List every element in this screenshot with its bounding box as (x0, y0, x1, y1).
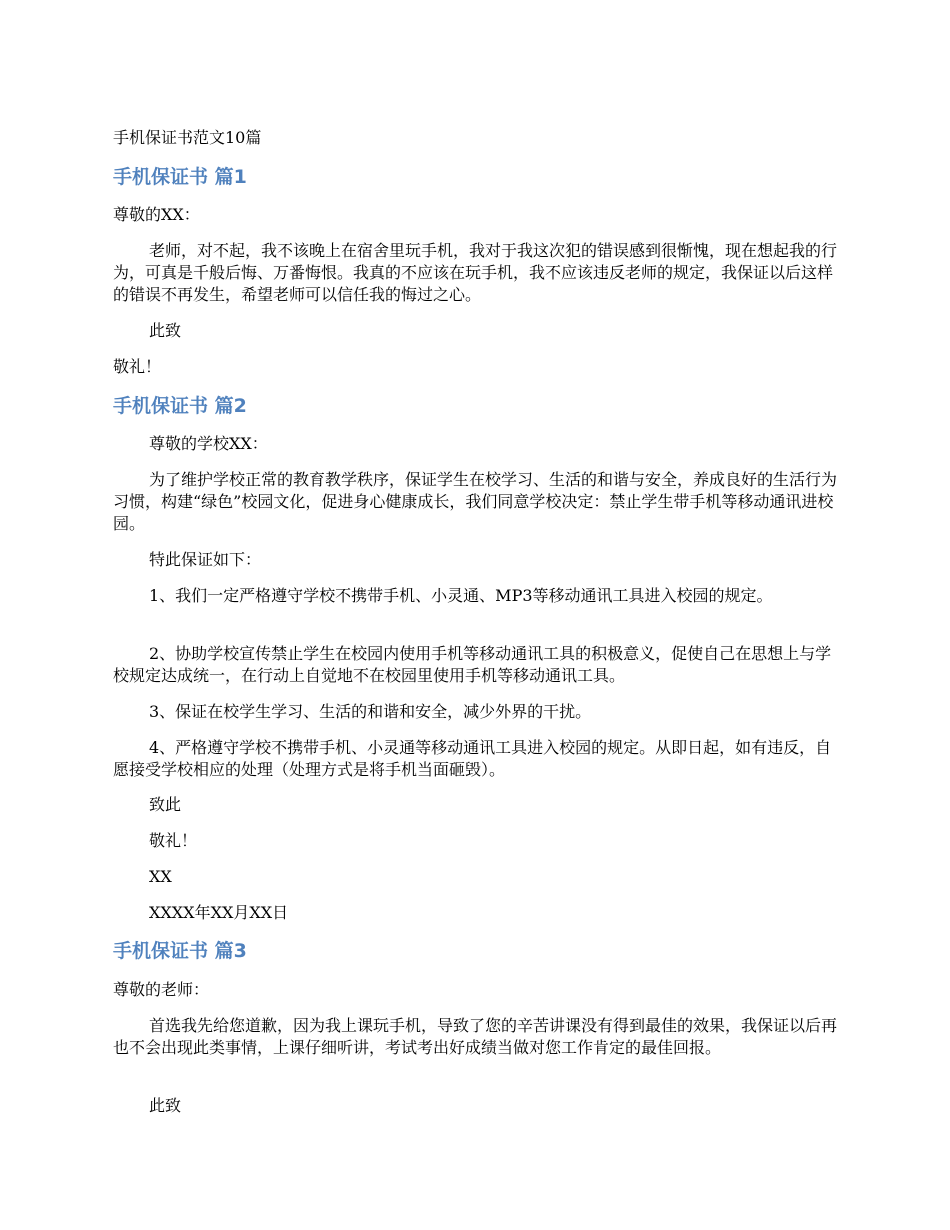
section-2-salutation: 尊敬的学校XX： (149, 434, 268, 453)
section-1-regards: 敬礼！ (113, 357, 162, 376)
section-2-date: XXXX年XX月XX日 (149, 903, 289, 922)
section-2-signature: XX (149, 867, 172, 886)
section-2-regards: 敬礼！ (149, 831, 198, 850)
section-2-item-4: 4、严格遵守学校不携带手机、小灵通等移动通讯工具进入校园的规定。从即日起，如有违反，自愿接受学校相应的处理（处理方式是将手机当面砸毁）。 (113, 738, 832, 779)
section-3-heading: 手机保证书 篇3 (113, 940, 247, 962)
section-2-closing: 致此 (149, 795, 182, 814)
section-2-item-3: 3、保证在校学生学习、生活的和谐和安全，减少外界的干扰。 (149, 702, 592, 721)
section-1-body: 老师，对不起，我不该晚上在宿舍里玩手机，我对于我这次犯的错误感到很惭愧，现在想起我的行为，可真是千般后悔、万番悔恨。我真的不应该在玩手机，我不应该违反老师的规定，我保证以后这样的错误不再发生，希望老师可以信任我的悔过之心。 (113, 241, 838, 304)
section-2-item-2: 2、协助学校宣传禁止学生在校园内使用手机等移动通讯工具的积极意义，促使自己在思想上与学校规定达成统一，在行动上自觉地不在校园里使用手机等移动通讯工具。 (113, 644, 832, 685)
section-1-salutation: 尊敬的XX： (113, 205, 200, 224)
section-2-item-1: 1、我们一定严格遵守学校不携带手机、小灵通、MP3等移动通讯工具进入校园的规定。 (149, 586, 773, 605)
document-title: 手机保证书范文10篇 (113, 128, 262, 147)
section-2-heading: 手机保证书 篇2 (113, 395, 247, 417)
document-page (113, 0, 840, 1230)
section-1-heading: 手机保证书 篇1 (113, 166, 247, 188)
section-1-closing: 此致 (149, 321, 182, 340)
section-3-closing: 此致 (149, 1096, 182, 1115)
section-2-pledge-intro: 特此保证如下： (149, 550, 262, 569)
section-3-salutation: 尊敬的老师： (113, 980, 210, 999)
section-2-body: 为了维护学校正常的教育教学秩序，保证学生在校学习、生活的和谐与安全，养成良好的生活行为习惯，构建“绿色”校园文化，促进身心健康成长，我们同意学校决定：禁止学生带手机等移动通讯进校园。 (113, 470, 838, 533)
section-3-body: 首选我先给您道歉，因为我上课玩手机，导致了您的辛苦讲课没有得到最佳的效果，我保证以后再也不会出现此类事情，上课仔细听讲，考试考出好成绩当做对您工作肯定的最佳回报。 (113, 1016, 838, 1057)
